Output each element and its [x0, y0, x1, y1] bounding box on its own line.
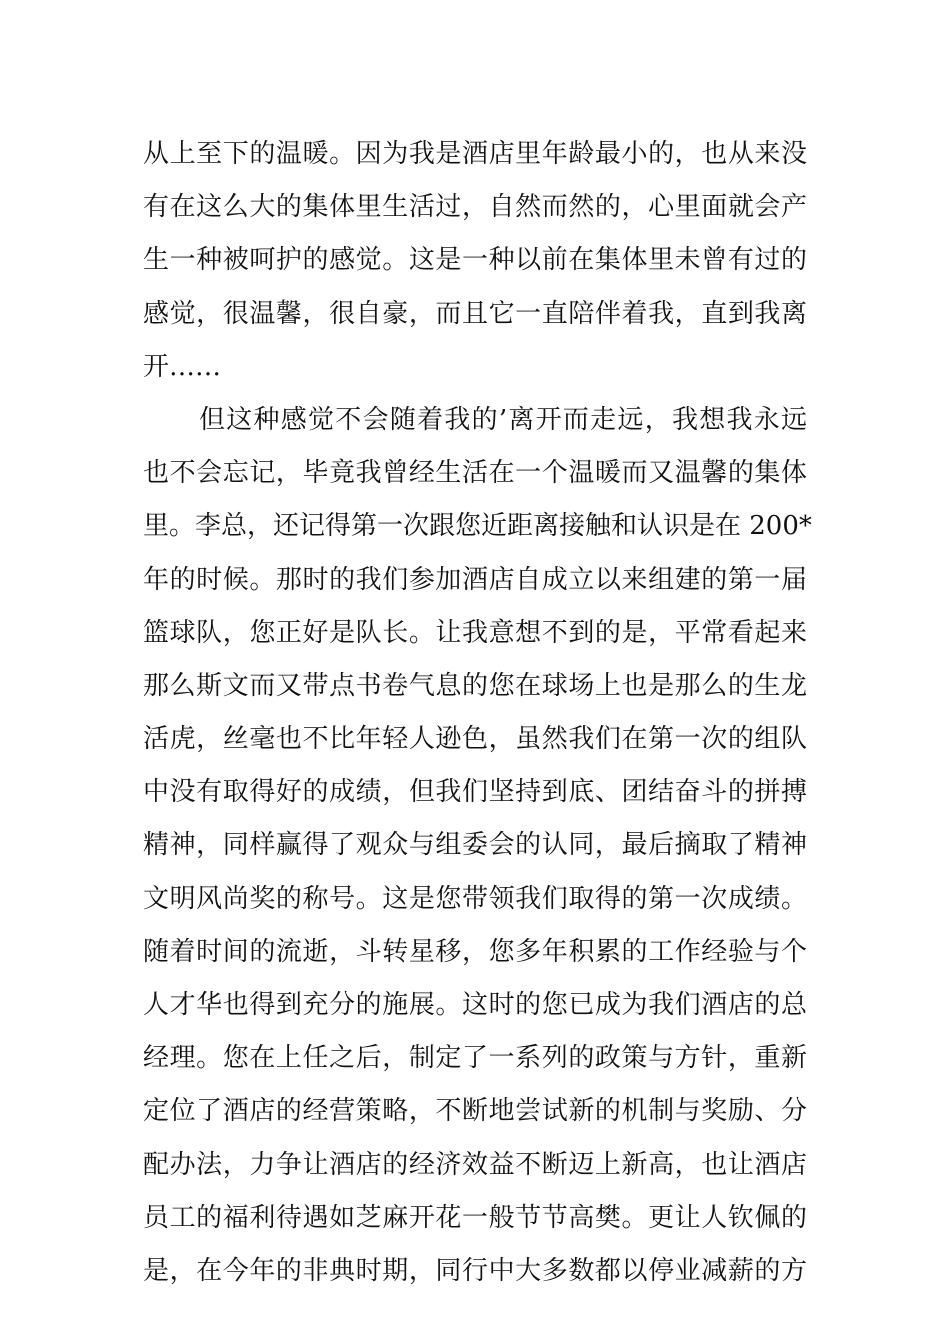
text-line: 年的时候。那时的我们参加酒店自成立以来组建的第一届 [143, 564, 807, 595]
text-line: 活虎，丝毫也不比年轻人逊色，虽然我们在第一次的组队 [143, 724, 807, 755]
text-line: 从上至下的温暖。因为我是酒店里年龄最小的，也从来没 [143, 139, 807, 169]
paragraph-start-line: 但这种感觉不会随着我的’离开而走远，我想我永远 [199, 404, 807, 435]
text-line: 生一种被呵护的感觉。这是一种以前在集体里未曾有过的 [143, 245, 807, 276]
paragraph-end-line: 开…… [143, 351, 222, 382]
text-line: 文明风尚奖的称号。这是您带领我们取得的第一次成绩。 [143, 883, 807, 914]
text-line: 精神，同样赢得了观众与组委会的认同，最后摘取了精神 [143, 830, 807, 861]
text-line: 定位了酒店的经营策略，不断地尝试新的机制与奖励、分 [143, 1096, 807, 1127]
text-line: 中没有取得好的成绩，但我们坚持到底、团结奋斗的拼搏 [143, 777, 807, 808]
text-line: 随着时间的流逝，斗转星移，您多年积累的工作经验与个 [143, 936, 807, 967]
body-text [143, 128, 812, 1298]
text-line: 感觉，很温馨，很自豪，而且它一直陪伴着我，直到我离 [143, 298, 807, 329]
text-line: 篮球队，您正好是队长。让我意想不到的是，平常看起来 [143, 617, 807, 648]
text-line: 配办法，力争让酒店的经济效益不断迈上新高，也让酒店 [143, 1149, 807, 1180]
text-line: 经理。您在上任之后，制定了一系列的政策与方针，重新 [143, 1043, 807, 1074]
text-line: 是，在今年的非典时期，同行中大多数都以停业减薪的方 [143, 1255, 807, 1286]
text-line: 那么斯文而又带点书卷气息的您在球场上也是那么的生龙 [143, 670, 807, 701]
text-line: 员工的福利待遇如芝麻开花一般节节高樊。更让人钦佩的 [143, 1202, 807, 1233]
text-line: 有在这么大的集体里生活过，自然而然的，心里面就会产 [143, 192, 807, 223]
text-line: 也不会忘记，毕竟我曾经生活在一个温暖而又温馨的集体 [143, 458, 807, 489]
text-line: 人才华也得到充分的施展。这时的您已成为我们酒店的总 [143, 990, 807, 1020]
text-line: 里。李总，还记得第一次跟您近距离接触和认识是在 200* [143, 511, 812, 542]
